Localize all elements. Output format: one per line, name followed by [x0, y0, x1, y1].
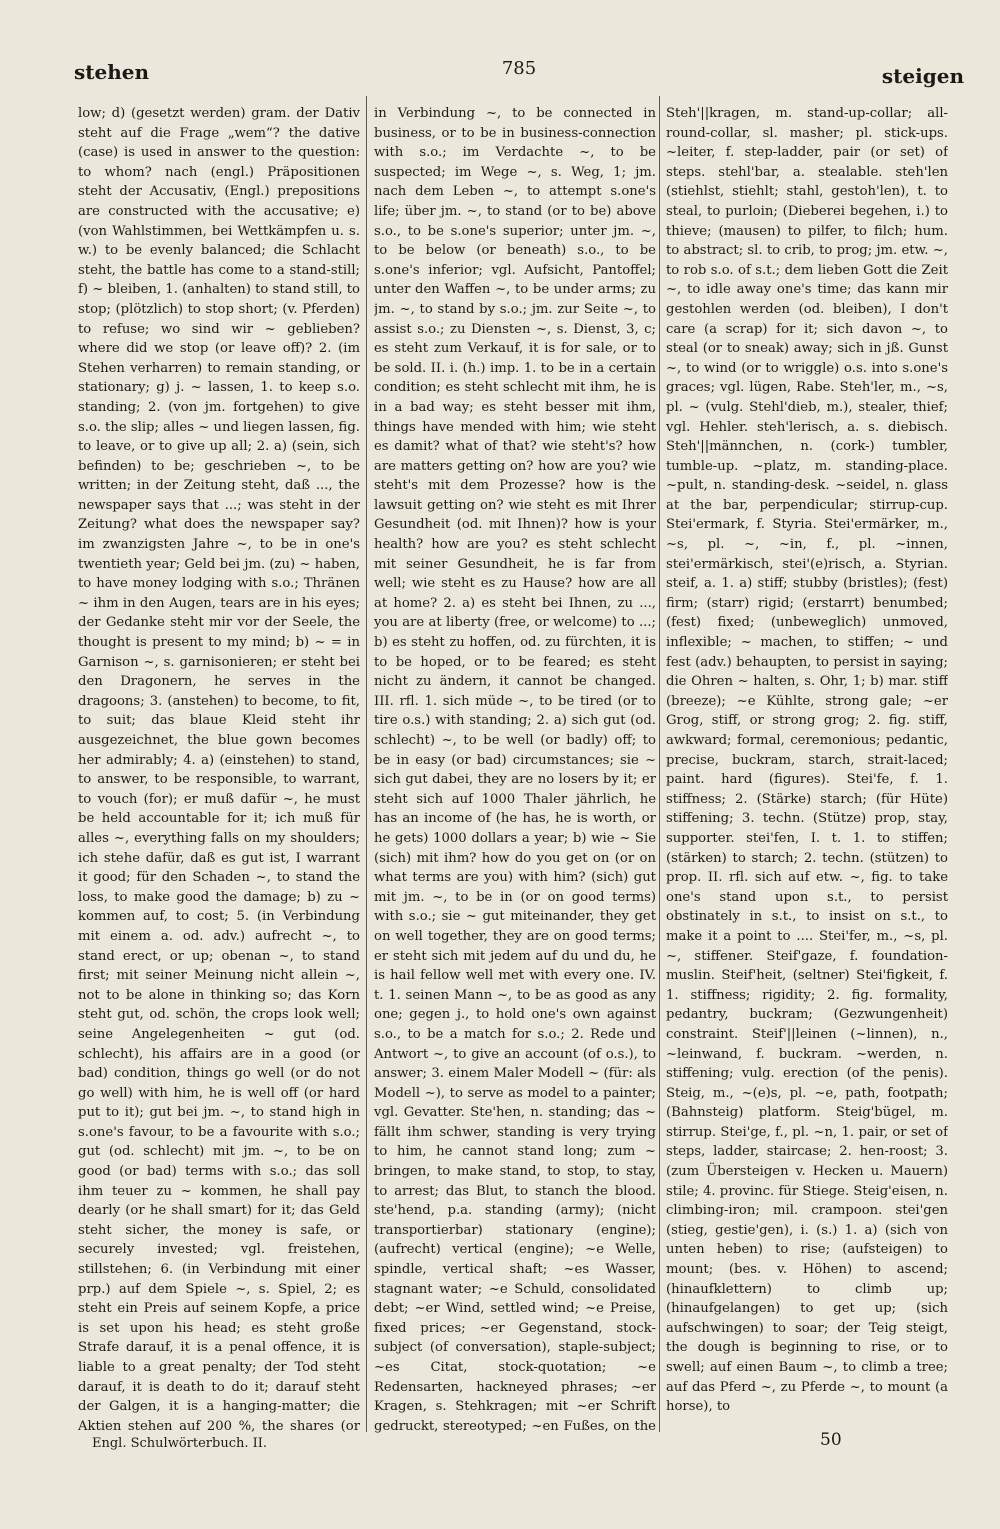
text-column-2 [374, 104, 656, 1434]
text-column-1 [78, 104, 360, 1434]
column-text: in Verbindung ~, to be connected in business, or to be in business-connection with s.o.; im Verdachte ~, to be suspected; im Wege ~, s. Weg, 1; jm. nach dem Leben ~, to attempt s.one's life; über jm. ~, to stand (or to be) above s.o., to be s.one's superior; unter jm. ~, to be below (or beneath) s.o., to be s.one's inferior; vgl. Aufsicht, Pantoffel; unter den Waffen ~, to be under arms; zu jm. ~, to stand by s.o.; jm. zur Seite ~, to assist s.o.; zu Diensten ~, s. Dienst, 3, c; es steht zum Verkauf, it is for sale, or to be sold. II. i. (h.) imp. 1. to be in a certain condition; es steht schlecht mit ihm, he is in a bad way; es steht besser mit ihm, things have mended with him; wie steht es damit? what of that? wie steht's? how are matters getting on? how are you? wie steht's mit dem Prozesse? how is the lawsuit getting on? wie steht es mit Ihrer Gesundheit (od. mit Ihnen)? how is your health? how are you? es steht schlecht mit seiner Gesundheit, he is far from well; wie steht es zu Hause? how are all at home? 2. a) es steht bei Ihnen, zu ..., you are at liberty (free, or welcome) to ...; b) es steht zu hoffen, od. zu fürchten, it is to be hoped, or to be feared; es steht nicht zu ändern, it cannot be changed. III. rfl. 1. sich müde ~, to be tired (or to tire o.s.) with standing; 2. a) sich gut (od. schlecht) ~, to be well (or badly) off; to be in easy (or bad) circumstances; sie ~ sich gut dabei, they are no losers by it; er steht sich auf 1000 Thaler jährlich, he has an income of (he has, he is worth, or he gets) 1000 dollars a year; b) wie ~ Sie (sich) mit ihm? how do you get on (or on what terms are you) with him? (sich) gut mit jm. ~, to be in (or on good terms) with s.o.; sie ~ gut miteinander, they get on well together, they are on good terms; er steht sich mit jedem auf du und du, he is hail fellow well met with every one. IV. t. 1. seinen Mann ~, to be as good as any one; gegen j., to hold one's own against s.o., to be a match for s.o.; 2. Rede und Antwort ~, to give an account (of o.s.), to answer; 3. einem Maler Modell ~ (für: als Modell ~), to serve as model to a painter; vgl. Gevatter. Ste'hen, n. standing; das ~ fällt ihm schwer, standing is very trying to him, he cannot stand long; zum ~ bringen, to make stand, to stop, to stay, to arrest; das Blut, to stanch the blood. ste'hend, p.a. standing (army); (nicht transportierbar) stationary (engine); (aufrecht) vertical (engine); ~e Welle, spindle, vertical shaft; ~es Wasser, stagnant water; ~e Schuld, consolidated debt; ~er Wind, settled wind; ~e Preise, fixed prices; ~er Gegenstand, stock-subject (of conversation), staple-subject; ~es Citat, stock-quotation; ~e Redensarten, hackneyed phrases; ~er Kragen, s. Stehkragen; mit ~er Schrift gedruckt, stereotyped; ~en Fußes, on the [374, 106, 656, 1434]
page-number: 785 [501, 58, 537, 79]
signature-mark: 50 [820, 1430, 842, 1450]
column-text: Steh'||kragen, m. stand-up-collar; all-round-collar, sl. masher; pl. stick-ups. ~leiter, f. step-ladder, pair (or set) of steps. stehl'bar, a. stealable. steh'len (stiehlst, stiehlt; stahl, gestoh'len), t. to steal, to purloin; (Dieberei begehen, i.) to thieve; (mausen) to pilfer, to filch; hum. to abstract; sl. to crib, to prog; jm. etw. ~, to rob s.o. of s.t.; dem lieben Gott die Zeit ~, to idle away one's time; das kann mir gestohlen werden (od. bleiben), I don't care (a scrap) for it; sich davon ~, to steal (or to sneak) away; sich in jß. Gunst ~, to wind (or to wriggle) o.s. into s.one's graces; vgl. lügen, Rabe. Steh'ler, m., ~s, pl. ~ (vulg. Stehl'dieb, m.), stealer, thief; vgl. Hehler. steh'lerisch, a. s. diebisch. Steh'||männchen, n. (cork-) tumbler, tumble-up. ~platz, m. standing-place. ~pult, n. standing-desk. ~seidel, n. glass at the bar, perpendicular; stirrup-cup. Stei'ermark, f. Styria. Stei'ermärker, m., ~s, pl. ~, ~in, f., pl. ~innen, stei'ermärkisch, stei'(e)risch, a. Styrian. steif, a. 1. a) stiff; stubby (bristles); (fest) firm; (starr) rigid; (erstarrt) benumbed; (fest) fixed; (unbeweglich) unmoved, inflexible; ~ machen, to stiffen; ~ und fest (adv.) behaupten, to persist in saying; die Ohren ~ halten, s. Ohr, 1; b) mar. stiff (breeze); ~e Kühlte, strong gale; ~er Grog, stiff, or strong grog; 2. fig. stiff, awkward; formal, ceremonious; pedantic, precise, buckram, starch, strait-laced; paint. hard (figures). Stei'fe, f. 1. stiffness; 2. (Stärke) starch; (für Hüte) stiffening; 3. techn. (Stütze) prop, stay, supporter. stei'fen, I. t. 1. to stiffen; (stärken) to starch; 2. techn. (stützen) to prop. II. rfl. sich auf etw. ~, fig. to take one's stand upon s.t., to persist obstinately in s.t., to insist on s.t., to make it a point to .... Stei'fer, m., ~s, pl. ~, stiffener. Steif'gaze, f. foundation-muslin. Steif'heit, (seltner) Stei'figkeit, f. 1. stiffness; rigidity; 2. fig. formality, pedantry, buckram; (Gezwungenheit) constraint. Steif'||leinen (~linnen), n., ~leinwand, f. buckram. ~werden, n. stiffening; vulg. erection (of the penis). Steig, m., ~(e)s, pl. ~e, path, footpath; (Bahnsteig) platform. Steig'bügel, m. stirrup. Stei'ge, f., pl. ~n, 1. pair, or set of steps, ladder, staircase; 2. hen-roost; 3. (zum Übersteigen v. Hecken u. Mauern) stile; 4. provinc. für Stiege. Steig'eisen, n. climbing-iron; mil. crampoon. stei'gen (stieg, gestie'gen), i. (s.) 1. a) (sich von unten heben) to rise; (aufsteigen) to mount; (bes. v. Höhen) to ascend; (hinaufklettern) to climb up; (hinaufgelangen) to get up; (sich aufschwingen) to soar; der Teig steigt, the dough is beginning to rise, or to swell; auf einen Baum ~, to climb a tree; auf das Pferd ~, zu Pferde ~, to mount (a horse), to [666, 106, 948, 1415]
column-divider [659, 96, 660, 1432]
text-column-3 [666, 104, 948, 1434]
imprint-line: Engl. Schulwörterbuch. II. [92, 1436, 268, 1451]
running-headword-right: steigen [881, 64, 964, 88]
running-headword-left: stehen [74, 60, 150, 84]
column-divider [366, 96, 367, 1432]
page-header [74, 56, 964, 86]
column-text: low; d) (gesetzt werden) gram. der Dativ steht auf die Frage „wem“? the dative (case) is used in answer to the question: to whom? nach (engl.) Präpositionen steht der Accusativ, (Engl.) prepositions are constructed with the accusative; e) (von Wahlstimmen, bei Wettkämpfen u. s. w.) to be evenly balanced; die Schlacht steht, the battle has come to a stand-still; f) ~ bleiben, 1. (anhalten) to stand still, to stop; (plötzlich) to stop short; (v. Pferden) to refuse; wo sind wir ~ geblieben? where did we stop (or leave off)? 2. (im Stehen verharren) to remain standing, or stationary; g) j. ~ lassen, 1. to keep s.o. standing; 2. (von jm. fortgehen) to give s.o. the slip; alles ~ und liegen lassen, fig. to leave, or to give up all; 2. a) (sein, sich befinden) to be; geschrieben ~, to be written; in der Zeitung steht, daß ..., the newspaper says that ...; was steht in der Zeitung? what does the newspaper say? im zwanzigsten Jahre ~, to be in one's twentieth year; Geld bei jm. (zu) ~ haben, to have money lodging with s.o.; Thränen ~ ihm in den Augen, tears are in his eyes; der Gedanke steht mir vor der Seele, the thought is present to my mind; b) ~ = in Garnison ~, s. garnisonieren; er steht bei den Dragonern, he serves in the dragoons; 3. (anstehen) to become, to fit, to suit; das blaue Kleid steht ihr ausgezeichnet, the blue gown becomes her admirably; 4. a) (einstehen) to stand, to answer, to be responsible, to warrant, to vouch (for); er muß dafür ~, he must be held accountable for it; ich muß für alles ~, everything falls on my shoulders; ich stehe dafür, daß es gut ist, I warrant it good; für den Schaden ~, to stand the loss, to make good the damage; b) zu ~ kommen auf, to cost; 5. (in Verbindung mit einem a. od. adv.) aufrecht ~, to stand erect, or up; obenan ~, to stand first; mit seiner Meinung nicht allein ~, not to be alone in thinking so; das Korn steht gut, od. schön, the crops look well; seine Angelegenheiten ~ gut (od. schlecht), his affairs are in a good (or bad) condition, things go well (or do not go well) with him, he is well off (or hard put to it); gut bei jm. ~, to stand high in s.one's favour, to be a favourite with s.o.; gut (od. schlecht) mit jm. ~, to be on good (or bad) terms with s.o.; das soll ihm teuer zu ~ kommen, he shall pay dearly (or he shall smart) for it; das Geld steht sicher, the money is safe, or securely invested; vgl. freistehen, stillstehen; 6. (in Verbindung mit einer prp.) auf dem Spiele ~, s. Spiel, 2; es steht ein Preis auf seinem Kopfe, a price is set upon his head; es steht große Strafe darauf, it is a penal offence, it is liable to a great penalty; der Tod steht darauf, it is death to do it; darauf steht der Galgen, it is a hanging-matter; die Aktien stehen auf 200 %, the shares (or [78, 106, 360, 1434]
